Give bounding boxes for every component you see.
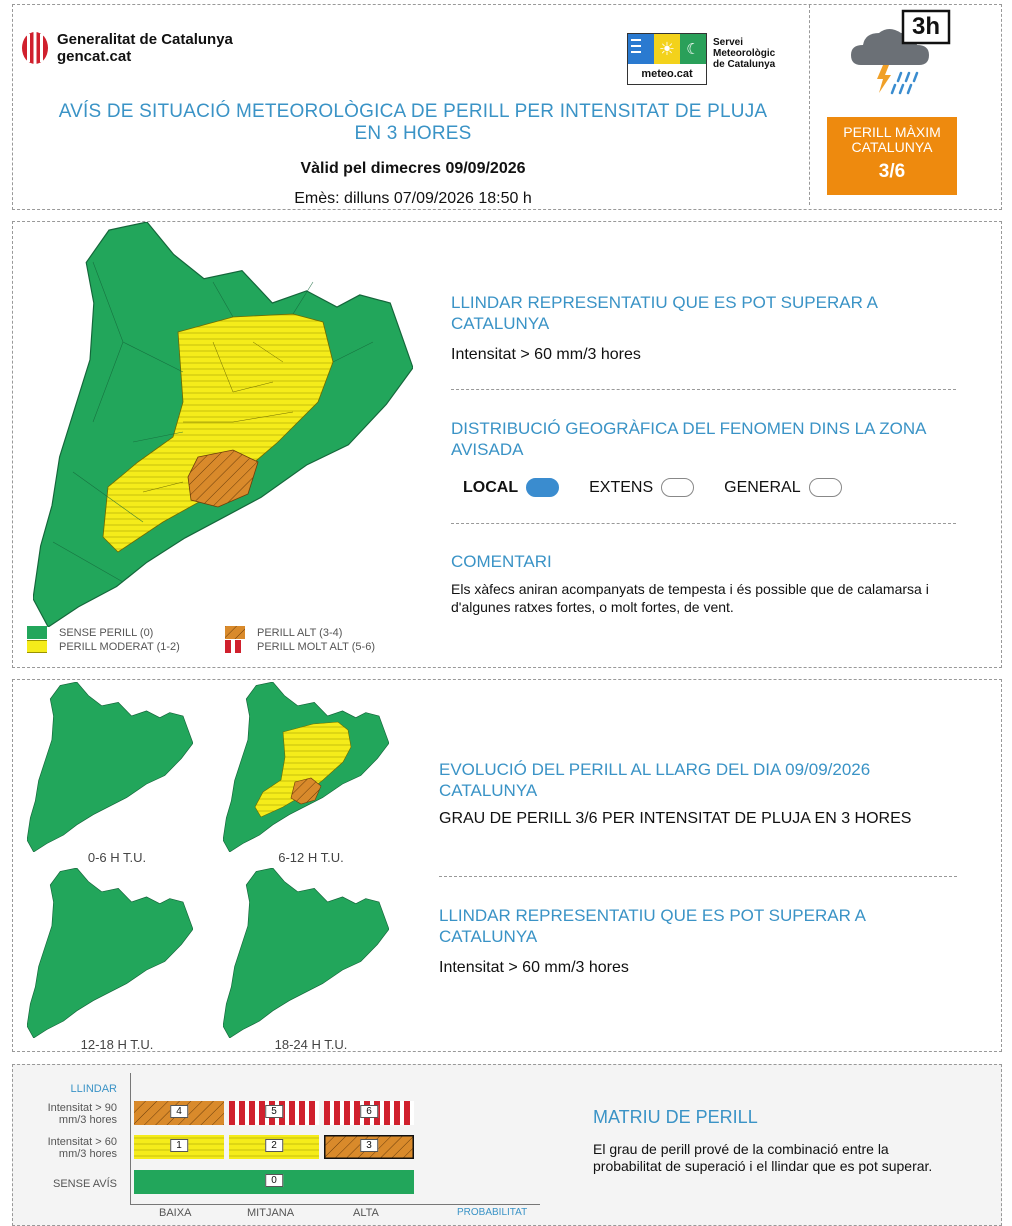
legend-swatch-red xyxy=(225,640,245,653)
max-danger-box xyxy=(827,117,957,195)
legend-moderate xyxy=(27,640,180,653)
map-label: 6-12 H T.U. xyxy=(278,850,344,865)
matrix-cell-value: 5 xyxy=(265,1105,283,1118)
threshold-value: Intensitat > 60 mm/3 hores xyxy=(451,346,641,363)
max-danger-label: PERILL MÀXIM CATALUNYA xyxy=(843,124,941,155)
threshold-title: LLINDAR REPRESENTATIU QUE ES POT SUPERAR A CATALUNYA xyxy=(451,293,878,333)
matrix-row-label: Intensitat > 90 mm/3 hores xyxy=(47,1102,117,1126)
comment-title: COMENTARI xyxy=(451,552,552,571)
meteocat-logo-text: meteo.cat xyxy=(641,68,693,80)
evolution-threshold-value: Intensitat > 60 mm/3 hores xyxy=(439,959,629,976)
legend-swatch-orange xyxy=(225,626,245,639)
org-site: gencat.cat xyxy=(57,48,132,65)
separator xyxy=(451,389,956,390)
matrix-text: El grau de perill prové de la combinació entre la probabilitat de superació i el llindar que es pot superar. xyxy=(593,1141,933,1174)
matrix-cell-value: 1 xyxy=(170,1139,188,1152)
distribution-option-local[interactable] xyxy=(463,478,559,497)
matrix-col-label: MITJANA xyxy=(247,1207,295,1219)
map-12-18 xyxy=(27,868,193,1038)
comment-text: Els xàfecs aniran acompanyats de tempesta i és possible que de calamarsa i d'algunes ratxes fortes, o molt fortes, de vent. xyxy=(451,581,929,615)
matrix-cell-value: 0 xyxy=(265,1174,283,1187)
legend-high xyxy=(225,626,342,639)
matrix-col-label: BAIXA xyxy=(159,1207,192,1219)
org-name: Generalitat de Catalunya xyxy=(57,31,233,48)
evolution-title: EVOLUCIÓ DEL PERILL AL LLARG DEL DIA 09/09/2026 CATALUNYA xyxy=(439,760,871,800)
evolution-panel xyxy=(12,679,1002,1052)
distribution-option-extens[interactable] xyxy=(589,478,694,497)
moon-icon: ☾ xyxy=(680,34,706,64)
matrix-row-label: SENSE AVÍS xyxy=(53,1178,117,1190)
matrix-cell-value: 3 xyxy=(360,1139,378,1152)
map-label: 0-6 H T.U. xyxy=(87,850,147,865)
legend-very-high xyxy=(225,640,375,653)
option-label: GENERAL xyxy=(724,478,801,496)
map-18-24 xyxy=(223,868,389,1038)
page-title: AVÍS DE SITUACIÓ METEOROLÒGICA DE PERILL PER INTENSITAT DE PLUJA EN 3 HORES xyxy=(58,101,768,144)
matrix-y-title: LLINDAR xyxy=(70,1083,117,1095)
meteo-org-line-2: Meteorològic xyxy=(713,48,776,59)
matrix-title: MATRIU DE PERILL xyxy=(593,1107,758,1127)
matrix-x-axis xyxy=(130,1204,540,1205)
legend-swatch-yellow xyxy=(27,640,47,653)
header-panel xyxy=(12,4,1002,210)
distribution-options xyxy=(463,478,872,497)
main-panel xyxy=(12,221,1002,668)
valid-date: Vàlid pel dimecres 09/09/2026 xyxy=(300,160,526,177)
separator xyxy=(439,876,957,877)
sun-icon: ☀ xyxy=(654,34,680,64)
map-6-12 xyxy=(223,682,389,852)
catalonia-main-map xyxy=(33,222,413,627)
generalitat-logo[interactable] xyxy=(21,31,233,65)
option-label: EXTENS xyxy=(589,478,654,496)
toggle-extens[interactable] xyxy=(661,478,694,497)
issued-date: Emès: dilluns 07/09/2026 18:50 h xyxy=(294,190,532,207)
distribution-title: DISTRIBUCIÓ GEOGRÀFICA DEL FENOMEN DINS LA ZONA AVISADA xyxy=(451,419,926,459)
generalitat-emblem-icon xyxy=(21,31,49,65)
matrix-cell-value: 6 xyxy=(360,1105,378,1118)
meteo-org-line-3: de Catalunya xyxy=(713,59,776,70)
map-0-6 xyxy=(27,682,193,852)
matrix-y-axis xyxy=(130,1073,131,1205)
max-danger-value: 3/6 xyxy=(878,161,906,182)
legend-label: SENSE PERILL (0) xyxy=(59,626,154,639)
matrix-x-title: PROBABILITAT xyxy=(457,1207,528,1218)
legend-label: PERILL MOLT ALT (5-6) xyxy=(257,640,375,653)
matrix-panel xyxy=(12,1064,1002,1226)
meteo-org-line-1: Servei xyxy=(713,37,744,48)
header-divider xyxy=(809,5,810,205)
matrix-cell-value: 2 xyxy=(265,1139,283,1152)
rain-3h-icon xyxy=(843,7,953,99)
legend-swatch-green xyxy=(27,626,47,639)
legend-no-danger xyxy=(27,626,153,639)
map-label: 18-24 H T.U. xyxy=(274,1037,348,1052)
map-label: 12-18 H T.U. xyxy=(80,1037,154,1052)
evolution-grade-text: GRAU DE PERILL 3/6 PER INTENSITAT DE PLUJA EN 3 HORES xyxy=(439,810,912,827)
option-label: LOCAL xyxy=(463,478,519,496)
legend-label: PERILL MODERAT (1-2) xyxy=(59,640,180,653)
toggle-local[interactable] xyxy=(526,478,559,497)
separator xyxy=(451,523,956,524)
matrix-col-label: ALTA xyxy=(353,1207,379,1219)
matrix-cell-value: 4 xyxy=(170,1105,188,1118)
legend-label: PERILL ALT (3-4) xyxy=(257,626,343,639)
matrix-row-label: Intensitat > 60 mm/3 hores xyxy=(47,1136,117,1160)
evolution-threshold-title: LLINDAR REPRESENTATIU QUE ES POT SUPERAR A CATALUNYA xyxy=(439,906,866,946)
meteocat-logo[interactable] xyxy=(627,33,775,85)
distribution-option-general[interactable] xyxy=(724,478,841,497)
toggle-general[interactable] xyxy=(809,478,842,497)
icon-badge-text: 3h xyxy=(911,13,940,40)
